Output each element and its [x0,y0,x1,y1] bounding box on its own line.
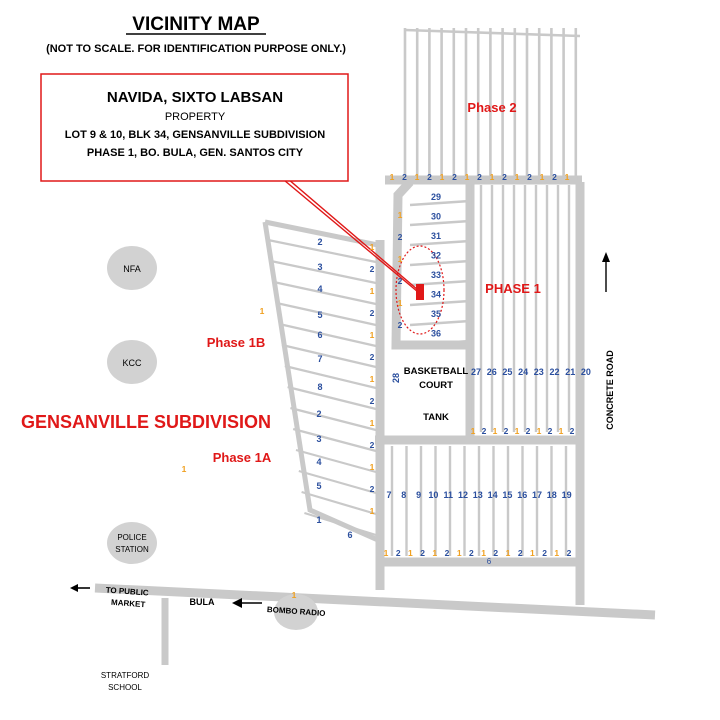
block-number: 2 [316,409,322,419]
lot-mark: 2 [444,548,450,558]
lot-mark: 1 [397,210,403,220]
lot-mark: 2 [420,548,425,558]
block-number: 1 [316,515,322,525]
block-number: 8 [317,382,323,392]
lot-mark: 1 [383,548,389,558]
phase1ab-lot-line [279,324,376,346]
lot-mark: 2 [369,264,375,274]
phase1ab-lot-line [274,282,376,304]
block-number: 27 [470,367,482,377]
lot-mark: 1 [530,548,535,558]
block-number: 17 [531,490,543,500]
block-number: 33 [430,270,442,280]
lot-mark: 1 [369,506,375,516]
phase1ab-lot-line [296,450,376,472]
phase1ab-lot-line [282,345,376,367]
map-title: VICINITY MAP [132,14,260,35]
lot-mark: 1 [369,242,375,252]
phase1ab-lot-line [276,303,376,325]
lot-mark: 1 [369,418,375,428]
police-landmark [107,522,157,564]
phase1ab-lot-line [271,261,376,283]
lot-mark: 2 [517,548,523,558]
bula-arrow-head [232,598,242,608]
block-number: 6 [317,330,323,340]
subdivision-label: GENSANVILLE SUBDIVISION [20,412,272,432]
block-number: 8 [401,490,407,500]
lot-mark: 2 [503,426,509,436]
to-market-arrow-head [70,584,78,592]
map-subtitle: (NOT TO SCALE. FOR IDENTIFICATION PURPOSE ONLY.) [46,43,346,55]
bombo-radio-label: BOMBO RADIO [266,604,326,619]
lot-mark: 2 [477,172,482,182]
lot-mark: 2 [527,172,532,182]
lot-mark: 1 [414,172,420,182]
phase1-label: PHASE 1 [485,281,541,296]
phase1ab-lot-line [285,366,376,388]
block-number: 7 [386,490,392,500]
block-number: 3 [317,262,323,272]
basketball-label-1: BASKETBALL [403,366,469,377]
block-number: 29 [430,192,442,202]
block-number: 6 [347,530,353,540]
block-number: 19 [561,490,572,500]
lot-mark: 1 [389,172,395,182]
phase1ab-lot-line [290,408,376,430]
lot-mark: 1 [456,548,462,558]
bula-label: BULA [189,597,215,607]
block-number: 4 [317,284,323,294]
lot-mark: 1 [539,172,545,182]
lot-mark: 1 [397,298,403,308]
police-label-2: STATION [115,545,149,554]
lot-mark: 2 [369,396,375,406]
road-main-highway [95,585,655,615]
stratford-label-1: STRATFORD [100,671,150,680]
lot-mark: 1 [369,286,375,296]
block-number: 32 [430,250,442,261]
lot-mark: 1 [514,426,520,436]
lot-mark: 1 [408,548,413,558]
lot-mark: 1 [181,464,187,474]
block-number: 5 [316,481,322,491]
block-number: 5 [317,310,323,320]
block-number: 20 [580,367,591,377]
north-arrow-head [602,252,610,262]
lot-mark: 1 [489,172,495,182]
owner-name: NAVIDA, SIXTO LABSAN [106,89,284,106]
phase1ab-lot-line [288,387,376,409]
lot-mark: 2 [369,440,375,450]
block-number: 16 [517,490,528,500]
lot-mark: 1 [505,548,511,558]
lot-mark: 2 [402,172,407,182]
nfa-label: NFA [123,264,141,274]
lot-mark: 2 [369,308,375,318]
block-number: 13 [472,490,483,500]
lot-mark: 1 [439,172,445,182]
lot-mark: 2 [369,352,375,362]
block-number: 22 [549,367,560,377]
lot-mark: 1 [369,462,375,472]
basketball-label-2: COURT [419,380,453,391]
kcc-label: KCC [122,358,142,368]
lot-mark: 2 [502,172,507,182]
lot-mark: 1 [432,548,438,558]
lot-mark: 2 [397,276,403,286]
lot-mark: 1 [492,426,498,436]
lot-mark: 2 [397,232,403,242]
lot-description: LOT 9 & 10, BLK 34, GENSANVILLE SUBDIVISION [64,129,326,141]
lot-mark: 2 [566,548,572,558]
block-number: 6 [486,557,492,566]
block-number: 15 [502,490,513,500]
lot-mark: 2 [452,172,457,182]
lot-mark: 1 [554,548,560,558]
lot-mark: 1 [536,426,542,436]
lot-mark: 2 [481,426,487,436]
lot-mark: 2 [547,426,553,436]
block-number: 3 [316,434,322,444]
lot-mark: 2 [469,548,474,558]
to-public-label-2: MARKET [110,597,146,610]
block-number: 25 [502,367,513,377]
phase1-row-line [410,301,470,305]
lot-mark: 2 [569,426,575,436]
block-number: 18 [546,490,557,500]
block-number: 34 [430,289,442,300]
to-public-label-1: TO PUBLIC [105,585,149,598]
lot-mark: 1 [514,172,520,182]
lot-mark: 2 [395,548,401,558]
property-label: PROPERTY [164,111,226,123]
phase2-top-edge [405,30,580,36]
lot-mark: 1 [369,374,375,384]
location-description: PHASE 1, BO. BULA, GEN. SANTOS CITY [86,147,304,159]
block-number: 11 [443,490,453,500]
lot-mark: 1 [470,426,476,436]
lot-mark: 1 [397,254,403,264]
lot-mark: 1 [558,426,564,436]
phase1a-label: Phase 1A [212,450,272,465]
lot-mark: 2 [427,172,432,182]
phase1ab-lot-line [299,471,376,493]
lot-mark: 2 [552,172,557,182]
lot-mark: 2 [525,426,531,436]
block-number-28: 28 [391,372,401,384]
phase1-row-line [410,241,470,245]
block-number: 35 [430,309,442,319]
block-number: 10 [428,490,439,500]
stratford-label-2: SCHOOL [108,683,142,692]
phase1ab-lot-line [293,429,376,451]
block-number: 31 [430,231,442,241]
block-number: 23 [533,367,544,377]
lot-mark: 1 [291,590,297,600]
block-number: 30 [430,211,442,222]
phase1b-label: Phase 1B [206,335,266,350]
lot-mark: 1 [369,330,375,340]
block-number: 21 [565,367,576,377]
block-number: 2 [317,237,323,247]
lot-mark: 1 [481,548,486,558]
phase2-label: Phase 2 [467,100,517,115]
phase1-row-line [410,221,470,225]
phase1-row-line [410,321,470,325]
phase1ab-lot-line [304,513,376,535]
concrete-road-label: CONCRETE ROAD [605,350,615,430]
lot-mark: 2 [369,484,375,494]
lot-mark: 2 [542,548,547,558]
block-number: 36 [430,328,442,339]
block-number: 4 [316,457,322,467]
police-label-1: POLICE [117,533,147,542]
block-number: 12 [457,490,469,500]
block-number: 9 [416,490,422,500]
block-number: 26 [486,367,497,377]
block-number: 14 [487,490,498,500]
block-number: 7 [317,354,323,364]
lot-mark: 1 [259,306,265,316]
lot-mark: 2 [397,320,403,330]
lot-mark: 1 [464,172,470,182]
tank-label: TANK [423,412,449,423]
lot-mark: 2 [493,548,499,558]
block-number: 24 [518,367,529,377]
lot-mark: 1 [564,172,570,182]
